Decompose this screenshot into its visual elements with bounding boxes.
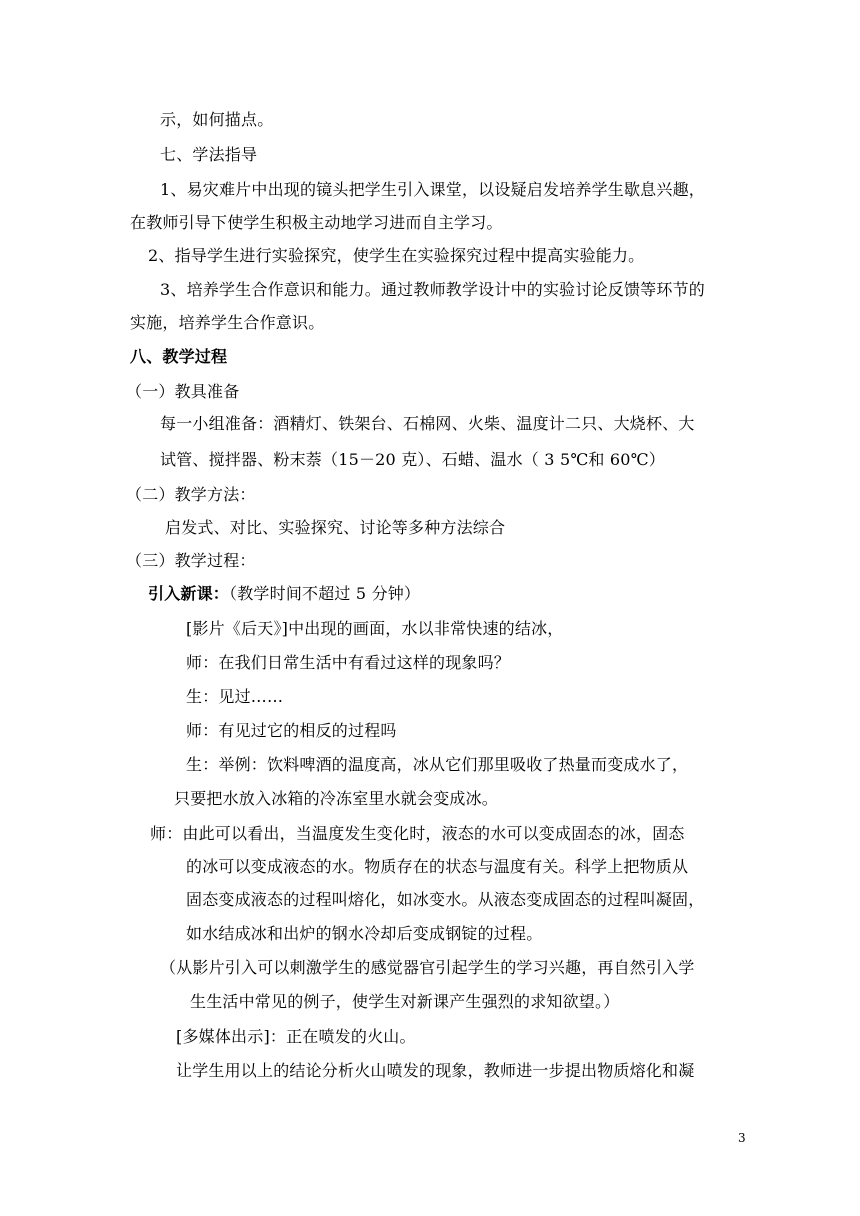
text-line: [影片《后天》]中出现的画面，水以非常快速的结冰， (186, 619, 564, 638)
text-line: 试管、搅拌器、粉末萘（15－20 克）、石蜡、温水（ 3 5℃和 60℃） (160, 450, 665, 469)
text-line: 在教师引导下使学生积极主动地学习进而自主学习。 (130, 213, 503, 232)
intro-heading: 引入新课： (148, 584, 230, 603)
dialogue-line: 师：在我们日常生活中有看过这样的现象吗？ (186, 653, 511, 672)
intro-line (148, 584, 420, 604)
text-line: 让学生用以上的结论分析火山喷发的现象，教师进一步提出物质熔化和凝 (176, 1061, 695, 1080)
subsection-heading: （二）教学方法： (126, 485, 256, 504)
dialogue-line: 只要把水放入冰箱的冷冻室里水就会变成冰。 (174, 789, 499, 808)
text-line: （从影片引入可以刺激学生的感觉器官引起学生的学习兴趣，再自然引入学 (160, 958, 695, 977)
text-line: 启发式、对比、实验探究、讨论等多种方法综合 (165, 518, 506, 537)
text-line: 3、培养学生合作意识和能力。通过教师教学设计中的实验讨论反馈等环节的 (160, 280, 705, 299)
subsection-heading: （三）教学过程： (126, 551, 256, 570)
text-line: 实施，培养学生合作意识。 (130, 313, 325, 332)
subsection-heading: （一）教具准备 (126, 382, 240, 401)
text-line: 如水结成冰和出炉的钢水冷却后变成钢锭的过程。 (186, 924, 543, 943)
text-line: 固态变成液态的过程叫熔化，如冰变水。从液态变成固态的过程叫凝固， (186, 890, 705, 909)
text-line: 示，如何描点。 (160, 110, 274, 129)
text-line: [多媒体出示]：正在喷发的火山。 (176, 1027, 416, 1046)
dialogue-line: 师：有见过它的相反的过程吗 (186, 721, 397, 740)
text-line: 生生活中常见的例子，使学生对新课产生强烈的求知欲望。） (190, 992, 620, 1011)
dialogue-line: 生：见过…… (186, 687, 284, 706)
text-line: 2、指导学生进行实验探究，使学生在实验探究过程中提高实验能力。 (148, 246, 645, 265)
intro-note: （教学时间不超过 5 分钟） (229, 584, 421, 603)
section-heading: 八、教学过程 (130, 347, 228, 366)
text-line: 1、易灾难片中出现的镜头把学生引入课堂，以设疑启发培养学生歇息兴趣， (160, 180, 705, 199)
dialogue-line: 师：由此可以看出，当温度发生变化时，液态的水可以变成固态的冰，固态 (150, 824, 685, 843)
page-number: 3 (738, 1131, 746, 1145)
dialogue-line: 生：举例：饮料啤酒的温度高，冰从它们那里吸收了热量而变成水了， (186, 755, 689, 774)
section-heading: 七、学法指导 (160, 145, 258, 164)
text-line: 的冰可以变成液态的水。物质存在的状态与温度有关。科学上把物质从 (186, 857, 689, 876)
text-line: 每一小组准备：酒精灯、铁架台、石棉网、火柴、温度计二只、大烧杯、大 (160, 414, 695, 433)
